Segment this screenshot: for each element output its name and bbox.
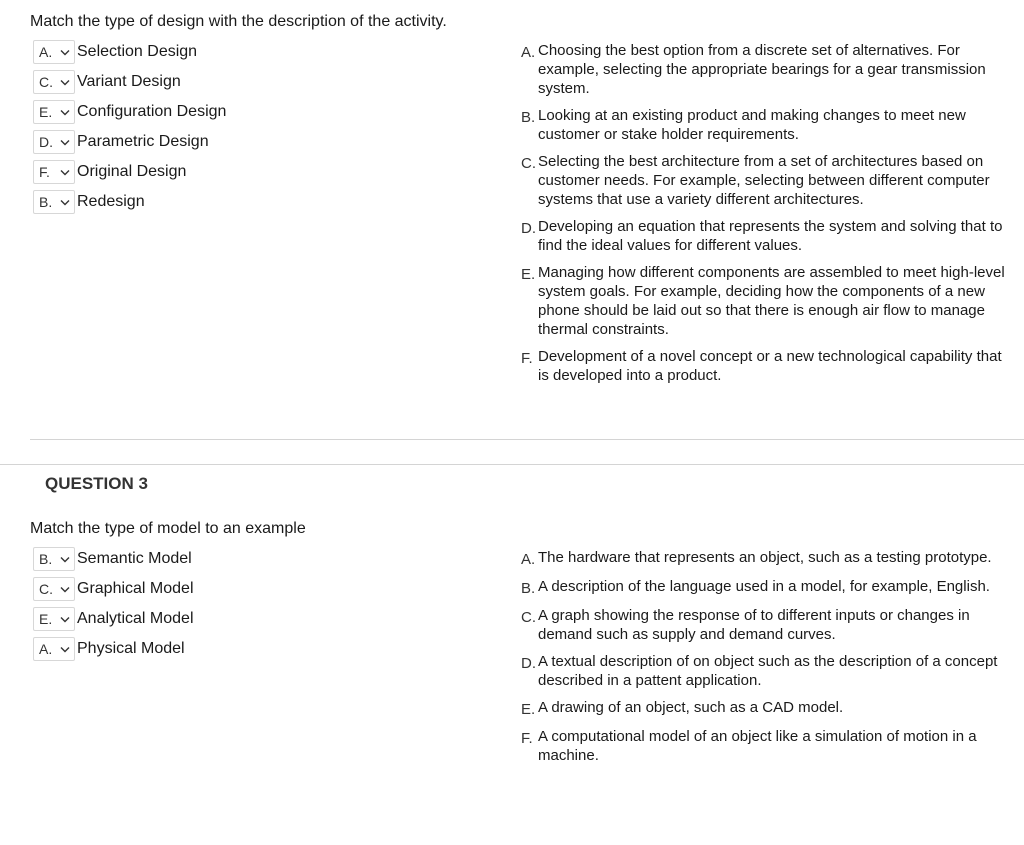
q2-answer-select[interactable] — [33, 70, 75, 94]
q3-term: Graphical Model — [77, 580, 194, 597]
q2-option-list — [521, 41, 1016, 385]
option-letter: A. — [521, 551, 536, 568]
option-letter: F. — [521, 350, 533, 367]
q3-option-list — [521, 548, 1016, 765]
selected-letter: E. — [39, 104, 53, 120]
chevron-down-icon — [60, 79, 70, 86]
q3-match-row — [33, 604, 433, 634]
option-text: Selecting the best architecture from a set of architectures based on customer needs. For example, selecting between different computer systems that use a variety different architectures. — [538, 153, 990, 208]
chevron-down-icon — [60, 49, 70, 56]
q3-term: Semantic Model — [77, 550, 192, 567]
q2-answer-select[interactable] — [33, 160, 75, 184]
q3-answer-select[interactable] — [33, 607, 75, 631]
q2-match-list — [33, 37, 433, 217]
q2-term: Redesign — [77, 193, 145, 210]
selected-letter: F. — [39, 164, 50, 180]
q2-term: Variant Design — [77, 73, 181, 90]
option-letter: E. — [521, 266, 536, 283]
q2-answer-select[interactable] — [33, 100, 75, 124]
chevron-down-icon — [60, 109, 70, 116]
chevron-down-icon — [60, 169, 70, 176]
option-letter: B. — [521, 580, 536, 597]
q3-option — [521, 652, 1016, 690]
q2-answer-select[interactable] — [33, 130, 75, 154]
selected-letter: A. — [39, 44, 53, 60]
option-letter: D. — [521, 220, 536, 237]
q2-term: Configuration Design — [77, 103, 227, 120]
q2-option — [521, 217, 1016, 255]
selected-letter: E. — [39, 611, 53, 627]
q3-match-row — [33, 574, 433, 604]
option-letter: F. — [521, 730, 533, 747]
q2-match-row — [33, 187, 433, 217]
option-letter: A. — [521, 44, 536, 61]
q3-option — [521, 577, 1016, 598]
q2-answer-select[interactable] — [33, 40, 75, 64]
selected-letter: D. — [39, 134, 53, 150]
chevron-down-icon — [60, 616, 70, 623]
option-letter: B. — [521, 109, 536, 126]
q2-option — [521, 106, 1016, 144]
q2-match-row — [33, 127, 433, 157]
q2-match-row — [33, 97, 433, 127]
section-divider — [30, 439, 1024, 440]
chevron-down-icon — [60, 199, 70, 206]
q3-option — [521, 698, 1016, 719]
option-letter: C. — [521, 155, 536, 172]
q3-term: Physical Model — [77, 640, 185, 657]
q3-answer-select[interactable] — [33, 637, 75, 661]
chevron-down-icon — [60, 586, 70, 593]
selected-letter: C. — [39, 581, 53, 597]
option-text: A computational model of an object like a simulation of motion in a machine. — [538, 728, 977, 764]
q2-option — [521, 152, 1016, 209]
question-heading: QUESTION 3 — [45, 474, 148, 493]
q2-match-row — [33, 157, 433, 187]
q2-option — [521, 347, 1016, 385]
q2-prompt: Match the type of design with the description of the activity. — [30, 13, 447, 30]
option-text: Choosing the best option from a discrete set of alternatives. For example, selecting the appropriate bearings for a gear transmission system. — [538, 42, 986, 97]
option-text: A graph showing the response of to different inputs or changes in demand such as supply and demand curves. — [538, 607, 970, 643]
q2-term: Selection Design — [77, 43, 198, 60]
q3-term: Analytical Model — [77, 610, 194, 627]
chevron-down-icon — [60, 139, 70, 146]
q3-prompt: Match the type of model to an example — [30, 520, 306, 537]
option-letter: E. — [521, 701, 536, 718]
option-text: Looking at an existing product and making changes to meet new customer or stake holder requirements. — [538, 107, 966, 143]
option-text: A drawing of an object, such as a CAD model. — [538, 699, 844, 716]
q2-match-row — [33, 37, 433, 67]
q2-option — [521, 41, 1016, 98]
q3-answer-select[interactable] — [33, 547, 75, 571]
option-letter: D. — [521, 655, 536, 672]
chevron-down-icon — [60, 556, 70, 563]
option-text: Development of a novel concept or a new technological capability that is developed into a product. — [538, 348, 1002, 384]
q3-answer-select[interactable] — [33, 577, 75, 601]
question-divider — [0, 464, 1024, 465]
q2-answer-select[interactable] — [33, 190, 75, 214]
option-letter: C. — [521, 609, 536, 626]
option-text: The hardware that represents an object, such as a testing prototype. — [538, 549, 992, 566]
q3-option — [521, 727, 1016, 765]
option-text: Developing an equation that represents the system and solving that to find the ideal values for different values. — [538, 218, 1003, 254]
q2-option — [521, 263, 1016, 339]
chevron-down-icon — [60, 646, 70, 653]
q2-match-row — [33, 67, 433, 97]
q3-match-row — [33, 634, 433, 664]
selected-letter: B. — [39, 194, 53, 210]
q3-match-list — [33, 544, 433, 664]
option-text: A description of the language used in a model, for example, English. — [538, 578, 990, 595]
q2-term: Original Design — [77, 163, 187, 180]
selected-letter: B. — [39, 551, 53, 567]
q3-match-row — [33, 544, 433, 574]
q3-option — [521, 548, 1016, 569]
option-text: Managing how different components are assembled to meet high-level system goals. For example, deciding how the components of a new phone should be laid out so that there is enough air flow to manage thermal constraints. — [538, 264, 1005, 338]
selected-letter: A. — [39, 641, 53, 657]
option-text: A textual description of on object such as the description of a concept described in a pattent application. — [538, 653, 998, 689]
selected-letter: C. — [39, 74, 53, 90]
q2-term: Parametric Design — [77, 133, 209, 150]
q3-option — [521, 606, 1016, 644]
